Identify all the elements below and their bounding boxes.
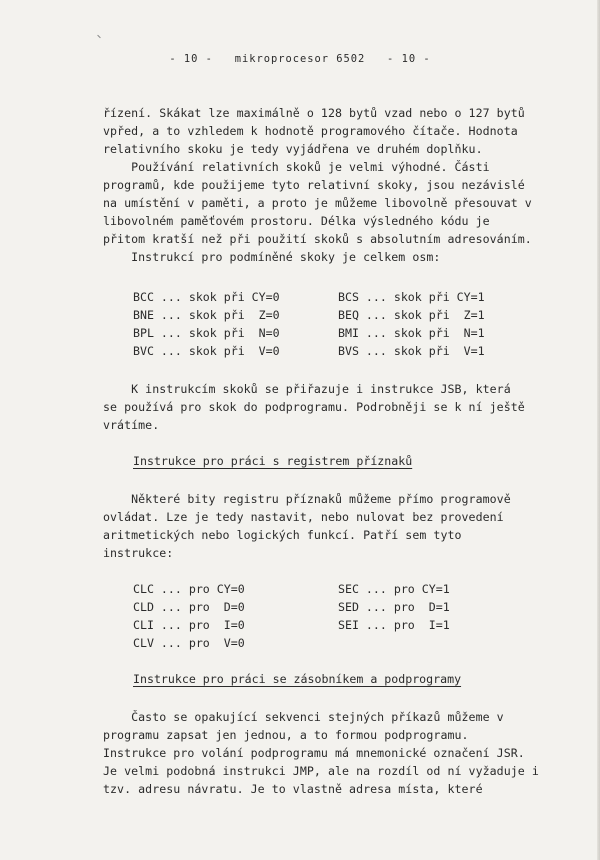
text-line: Instrukcí pro podmíněné skoky je celkem osm:: [103, 250, 441, 264]
text-line: Některé bity registru příznaků můžeme přímo programově: [103, 492, 511, 506]
flag-instruction: SED ... pro D=1: [338, 600, 450, 614]
text-line: se používá pro skok do podprogramu. Podrobněji se k ní ještě: [103, 400, 525, 414]
branch-instruction: BVC ... skok při V=0: [133, 344, 280, 358]
text-line: na umístění v paměti, a proto je můžeme libovolně přesouvat v: [103, 196, 532, 210]
flag-instruction: CLV ... pro V=0: [133, 636, 245, 650]
text-line: vrátíme.: [103, 418, 160, 432]
branch-instruction: BCC ... skok při CY=0: [133, 290, 280, 304]
flag-instruction: CLD ... pro D=0: [133, 600, 245, 614]
flag-instruction: CLI ... pro I=0: [133, 618, 245, 632]
text-line: Používání relativních skoků je velmi výhodné. Části: [103, 160, 490, 174]
page-header: - 10 - mikroprocesor 6502 - 10 -: [169, 53, 431, 65]
flag-instruction: SEI ... pro I=1: [338, 618, 450, 632]
branch-instruction: BNE ... skok při Z=0: [133, 308, 280, 322]
text-line: programu zapsat jen jednou, a to formou podprogramu.: [103, 728, 469, 742]
flag-instruction: CLC ... pro CY=0: [133, 582, 245, 596]
branch-instruction: BMI ... skok při N=1: [338, 326, 485, 340]
text-line: ovládat. Lze je tedy nastavit, nebo nulovat bez provedení: [103, 510, 504, 524]
branch-instruction: BEQ ... skok při Z=1: [338, 308, 485, 322]
text-line: libovolném paměťovém prostoru. Délka výsledného kódu je: [103, 214, 490, 228]
text-line: programů, kde použijeme tyto relativní skoky, jsou nezávislé: [103, 178, 525, 192]
scan-mark: [97, 35, 101, 39]
branch-instruction: BVS ... skok při V=1: [338, 344, 485, 358]
text-line: instrukce:: [103, 546, 174, 560]
branch-instruction: BPL ... skok při N=0: [133, 326, 280, 340]
branch-instruction: BCS ... skok při CY=1: [338, 290, 485, 304]
text-line: tzv. adresu návratu. Je to vlastně adresa místa, které: [103, 782, 483, 796]
text-line: relativního skoku je tedy vyjádřena ve druhém doplňku.: [103, 142, 483, 156]
text-line: řízení. Skákat lze maximálně o 128 bytů vzad nebo o 127 bytů: [103, 106, 525, 120]
text-line: Instrukce pro volání podprogramu má mnemonické označení JSR.: [103, 746, 525, 760]
section-heading: Instrukce pro práci s registrem příznaků: [133, 454, 413, 468]
text-line: přitom kratší než při použití skoků s absolutním adresováním.: [103, 232, 532, 246]
text-line: aritmetických nebo logických funkcí. Patří sem tyto: [103, 528, 462, 542]
text-line: Často se opakující sekvenci stejných příkazů můžeme v: [103, 710, 504, 724]
flag-instruction: SEC ... pro CY=1: [338, 582, 450, 596]
text-line: vpřed, a to vzhledem k hodnotě programového čítače. Hodnota: [103, 124, 518, 138]
section-heading: Instrukce pro práci se zásobníkem a podprogramy: [133, 672, 462, 686]
text-line: K instrukcím skoků se přiřazuje i instrukce JSB, která: [103, 382, 511, 396]
text-line: Je velmi podobná instrukci JMP, ale na rozdíl od ní vyžaduje i: [103, 764, 539, 778]
